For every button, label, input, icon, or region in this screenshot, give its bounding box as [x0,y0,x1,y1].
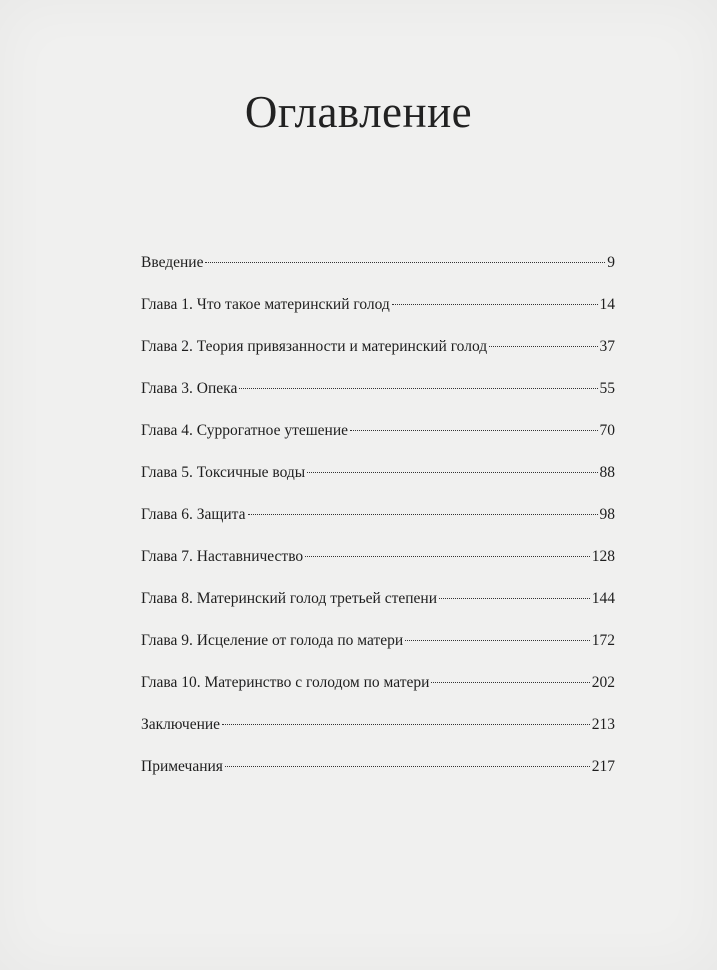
toc-entry [141,504,615,546]
toc-entry-page-number: 88 [599,464,615,481]
toc-entry-page-number: 55 [599,380,615,397]
toc-entry [141,630,615,672]
toc-entry-title: Глава 5. Токсичные воды [141,464,306,481]
toc-entry [141,756,615,798]
toc-entry [141,294,615,336]
dot-leader [439,598,590,599]
toc-entry-title: Глава 8. Материнский голод третьей степени [141,590,438,607]
toc-entry-title: Примечания [141,758,223,775]
toc-entry [141,588,615,630]
dot-leader [405,640,590,641]
dot-leader [239,388,597,389]
toc-entry [141,672,615,714]
toc-entry-page-number: 144 [591,590,615,607]
dot-leader [489,346,597,347]
dot-leader [248,514,598,515]
toc-entry-title: Глава 10. Материнство с голодом по матери [141,674,430,691]
toc-entry-title: Глава 1. Что такое материнский голод [141,296,390,313]
toc-entry [141,714,615,756]
dot-leader [307,472,597,473]
toc-entry-title: Глава 3. Опека [141,380,238,397]
dot-leader [222,724,590,725]
dot-leader [350,430,597,431]
toc-entry-title: Глава 4. Суррогатное утешение [141,422,349,439]
toc-entry [141,420,615,462]
toc-entry-page-number: 172 [591,632,615,649]
toc-entry-title: Глава 7. Наставничество [141,548,304,565]
toc-entry-page-number: 213 [591,716,615,733]
toc-entry-title: Глава 9. Исцеление от голода по матери [141,632,404,649]
toc-entry-page-number: 217 [591,758,615,775]
toc-entry-title: Глава 2. Теория привязанности и материнский голод [141,338,488,355]
toc-entry-title: Заключение [141,716,221,733]
toc-entry-page-number: 37 [599,338,615,355]
toc-entry [141,378,615,420]
dot-leader [225,766,590,767]
toc-entry-page-number: 202 [591,674,615,691]
toc-entry [141,462,615,504]
dot-leader [392,304,598,305]
toc-entry [141,336,615,378]
toc-entry-page-number: 70 [599,422,615,439]
toc-entry-page-number: 98 [599,506,615,523]
toc-entry-title: Глава 6. Защита [141,506,246,523]
table-of-contents [141,252,615,798]
dot-leader [205,262,605,263]
toc-entry-title: Введение [141,254,204,271]
dot-leader [431,682,589,683]
toc-entry-page-number: 9 [607,254,615,271]
toc-entry-page-number: 14 [599,296,615,313]
toc-entry [141,546,615,588]
toc-entry-page-number: 128 [591,548,615,565]
toc-entry [141,252,615,294]
dot-leader [305,556,590,557]
page-title: Оглавление [244,87,473,137]
